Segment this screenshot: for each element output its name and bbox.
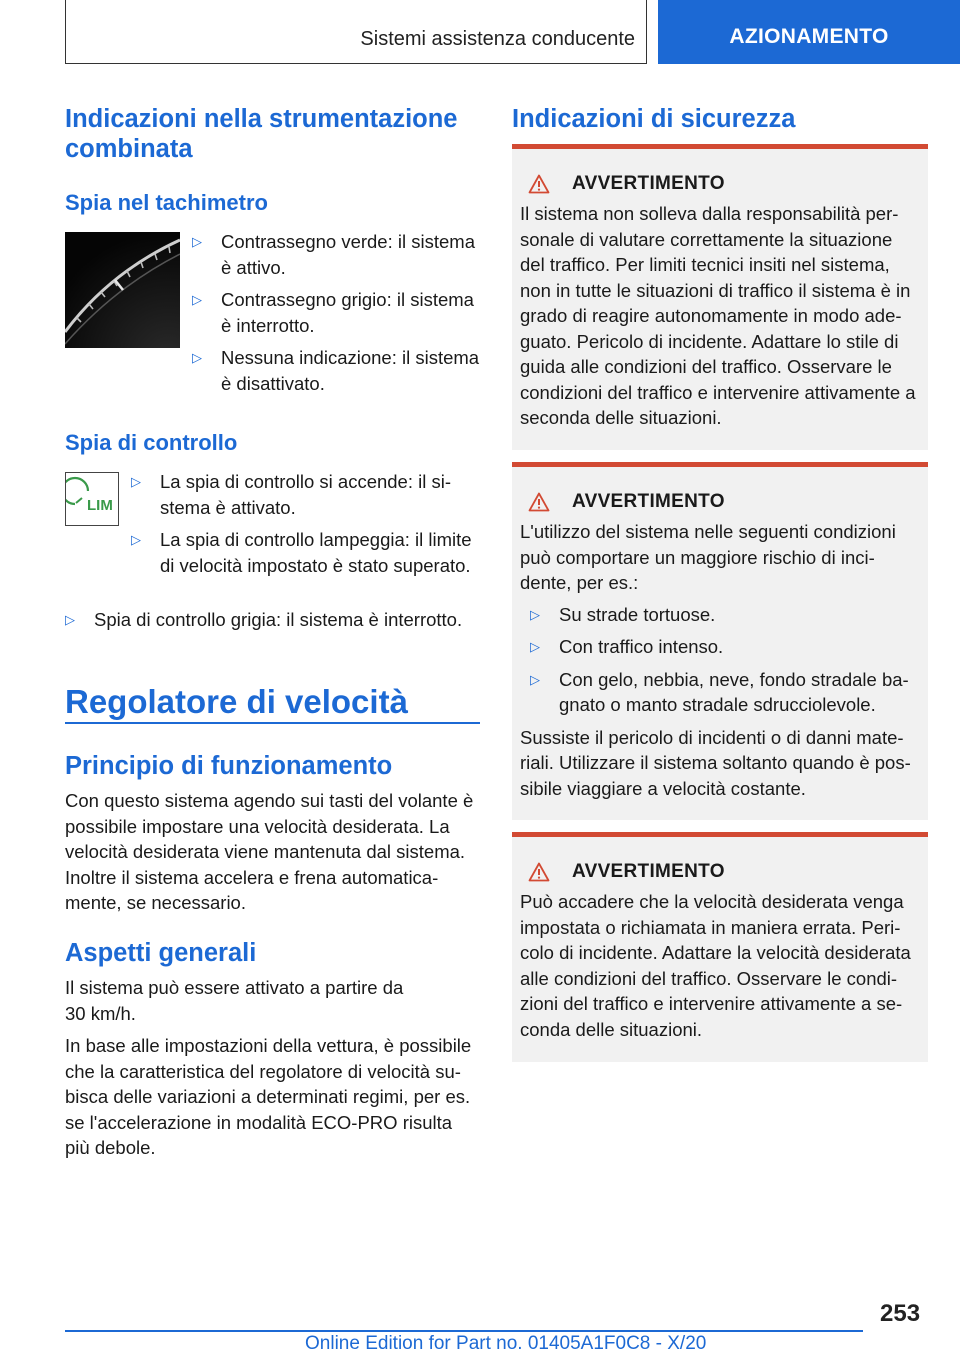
warning-text: L'utilizzo del sistema nelle seguenti condizioni può comportare un maggiore rischio di incidente, per es.:	[520, 521, 896, 593]
warning-box-1	[512, 144, 928, 450]
header-chapter-tab: AZIONAMENTO	[658, 0, 960, 64]
heading-spia-tachimetro: Spia nel tachimetro	[65, 190, 268, 215]
warning-triangle-icon	[528, 492, 550, 512]
tachimetro-list	[192, 229, 484, 396]
list-item: ▷ Spia di controllo grigia: il sistema è interrotto.	[65, 607, 485, 633]
heading-spia-controllo: Spia di controllo	[65, 430, 238, 455]
svg-text:LIM: LIM	[87, 497, 113, 514]
heading-principio: Principio di funzionamento	[65, 752, 393, 780]
triangle-bullet-icon: ▷	[530, 606, 540, 622]
lim-indicator-icon	[65, 472, 119, 526]
list-item: ▷ Con gelo, nebbia, neve, fondo stradale bagnato o manto stradale sdrucciolevole.	[530, 668, 909, 715]
heading-regolatore: Regolatore di velocità	[65, 683, 408, 720]
triangle-bullet-icon: ▷	[192, 234, 202, 249]
controllo-list-container	[131, 469, 483, 585]
speedometer-image	[65, 232, 180, 348]
tachimetro-list-container	[192, 229, 484, 403]
heading-indicazioni: Indicazioni nella strumentazione combinata	[65, 105, 458, 163]
paragraph-aspetti-1: Il sistema può essere attivato a partire da 30 km/h.	[65, 977, 404, 1024]
controllo-list	[131, 469, 483, 578]
triangle-bullet-icon: ▷	[131, 532, 141, 547]
list-item: ▷ Su strade tortuose.	[530, 602, 920, 628]
triangle-bullet-icon: ▷	[192, 350, 202, 365]
page-number: 253	[880, 1300, 921, 1327]
triangle-bullet-icon: ▷	[530, 671, 540, 687]
footer-edition: Online Edition for Part no. 01405A1F0C8 - X/20	[305, 1333, 707, 1354]
warning-title: AVVERTIMENTO	[572, 861, 725, 882]
list-item: ▷ Contrassegno grigio: il sistema è interrotto.	[192, 289, 474, 336]
triangle-bullet-icon: ▷	[530, 639, 540, 654]
list-item: ▷ La spia di controllo lampeggia: il limite di velocità impostato è stato superato.	[131, 529, 472, 576]
warning-title: AVVERTIMENTO	[572, 173, 725, 194]
section-rule	[65, 722, 480, 724]
warning-triangle-icon	[528, 174, 550, 194]
header-section-title: Sistemi assistenza conducente	[360, 28, 635, 50]
list-item: ▷ Con traffico intenso.	[530, 634, 920, 660]
controllo-extra-container	[65, 607, 485, 640]
triangle-bullet-icon: ▷	[65, 612, 75, 627]
paragraph-aspetti-2: In base alle impostazioni della vettura, è possibile che la caratteristica del regolatore di velocità subisca delle variazioni a determinati regimi, per es. se l'accelerazione in modalità ECO-PRO risulta più debole.	[65, 1035, 472, 1158]
paragraph-principio: Con questo sistema agendo sui tasti del volante è possibile impostare una velocità desiderata. La velocità desiderata viene mantenuta dal sistema. Inoltre il sistema accelera e frena automaticamente, se necessario.	[65, 790, 474, 913]
warning-box-2	[512, 462, 928, 820]
warning-text-after: Sussiste il pericolo di incidenti o di danni materiali. Utilizzare il sistema soltanto quando è possibile viaggiare a velocità costante.	[520, 726, 911, 799]
heading-sicurezza: Indicazioni di sicurezza	[512, 105, 796, 133]
triangle-bullet-icon: ▷	[192, 292, 202, 307]
warning-title: AVVERTIMENTO	[572, 491, 725, 512]
list-item: ▷ Contrassegno verde: il sistema è attivo.	[192, 231, 475, 278]
heading-aspetti: Aspetti generali	[65, 939, 257, 967]
warning-box-3	[512, 832, 928, 1062]
warning-text: Il sistema non solleva dalla responsabilità personale di valutare correttamente la situazione del traffico. Per limiti tecnici insiti nel sistema, non in tutte le situazioni di traffico il sistema è in grado di reagire autonomamente in modo adeguato. Pericolo di incidente. Adattare lo stile di guida alle condizioni del traffico. Osservare le condizioni del traffico e intervenire attivamente a seconda delle situazioni.	[520, 203, 916, 428]
list-item: ▷ Nessuna indicazione: il sistema è disattivato.	[192, 347, 480, 394]
warning-list	[530, 602, 920, 718]
warning-text: Può accadere che la velocità desiderata venga impostata o richiamata in maniera errata. Pericolo di incidente. Adattare la velocità desiderata alle condizioni del traffico. Osservare le condizioni del traffico e intervenire attivamente a seconda delle situazioni.	[520, 891, 911, 1040]
list-item: ▷ La spia di controllo si accende: il sistema è attivato.	[131, 471, 452, 518]
warning-triangle-icon	[528, 862, 550, 882]
triangle-bullet-icon: ▷	[131, 474, 141, 489]
footer-rule	[65, 1330, 863, 1332]
